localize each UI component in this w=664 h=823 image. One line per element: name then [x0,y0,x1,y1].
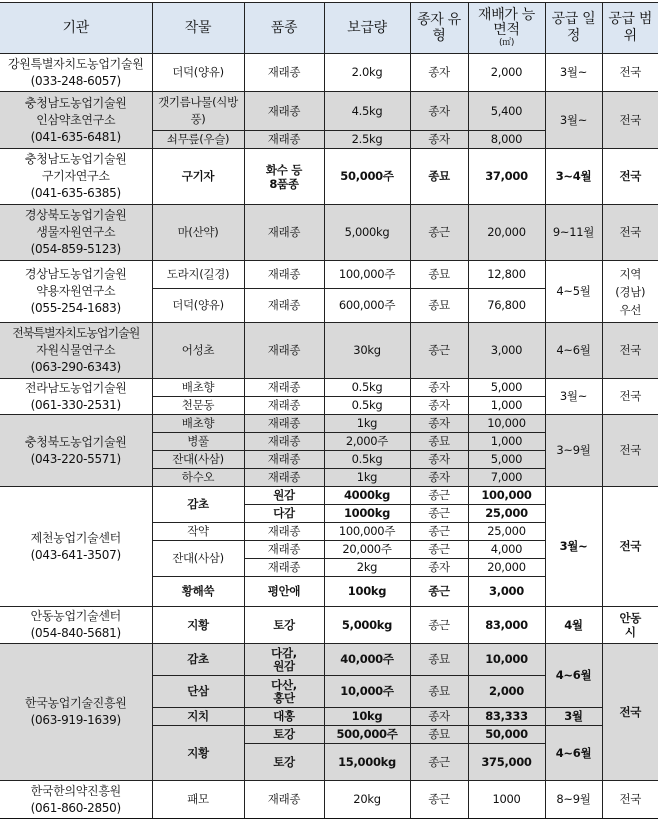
variety-cell: 다감, 원감 [244,644,324,676]
schedule-cell: 4월 [545,607,602,644]
table-row [0,261,658,289]
table-row [0,379,658,397]
area-cell: 5,000 [468,451,545,469]
area-cell: 10,000 [468,415,545,433]
schedule-cell: 9~11월 [545,205,602,261]
org-name: 경상남도농업기술원 [24,267,127,281]
scope-cell: 전국 [602,415,658,487]
amount-cell: 0.5kg [324,451,410,469]
amount-cell: 5,000kg [324,205,410,261]
org-cell [0,323,152,379]
crop-cell: 도라지(길경) [152,261,244,289]
type-cell: 종자 [410,559,468,577]
org-name: 충청남도농업기술원 [24,152,127,166]
amount-cell: 0.5kg [324,379,410,397]
table-row [0,487,658,505]
header-seed-type [410,3,468,54]
scope-cell: 전국 [602,781,658,819]
header-variety: 품종 [244,3,324,54]
org-cell [0,379,152,415]
org-name: 충청북도농업기술원 [24,434,127,449]
crop-cell: 지황 [152,726,244,781]
crop-cell: 지치 [152,708,244,726]
amount-cell: 1000kg [324,505,410,523]
area-cell: 375,000 [468,744,545,781]
type-cell: 종묘 [410,289,468,323]
type-cell: 종자 [410,379,468,397]
variety-cell: 재래종 [244,559,324,577]
variety-cell: 재래종 [244,379,324,397]
header-area-unit: (㎡) [498,37,515,48]
variety-cell: 토강 [244,607,324,644]
variety-cell: 재래종 [244,131,324,149]
header-scope-label: 공급 범위 [608,11,653,44]
scope-cell: 전국 [602,323,658,379]
area-cell: 2,000 [468,676,545,708]
type-cell: 종근 [410,523,468,541]
variety-cell: 재래종 [244,323,324,379]
schedule-cell: 3월 [545,708,602,726]
org-name: 안동농업기술센터 [30,609,121,623]
amount-cell: 2,000주 [324,433,410,451]
amount-cell: 20,000주 [324,541,410,559]
area-cell: 1,000 [468,397,545,415]
org-subunit: 생물자원연구소 [36,225,116,239]
area-cell: 3,000 [468,577,545,607]
type-cell: 종근 [410,323,468,379]
type-cell: 종자 [410,415,468,433]
area-cell: 20,000 [468,205,545,261]
amount-cell: 500,000주 [324,726,410,744]
type-cell: 종묘 [410,261,468,289]
amount-cell: 0.5kg [324,397,410,415]
type-cell: 종자 [410,469,468,487]
type-cell: 종자 [410,397,468,415]
crop-cell: 병풀 [152,433,244,451]
org-cell [0,781,152,819]
crop-cell: 배초향 [152,379,244,397]
schedule-cell: 3~4월 [545,149,602,205]
type-cell: 종자 [410,54,468,92]
area-cell: 4,000 [468,541,545,559]
amount-cell: 20kg [324,781,410,819]
area-cell: 37,000 [468,149,545,205]
org-phone: (033-248-6057) [30,73,121,88]
amount-cell: 1kg [324,469,410,487]
schedule-cell: 8~9월 [545,781,602,819]
scope-cell: 안동시 [602,607,658,644]
crop-cell: 천문동 [152,397,244,415]
crop-cell: 더덕(양유) [152,289,244,323]
amount-cell: 1kg [324,415,410,433]
header-amount: 보급량 [324,3,410,54]
org-name: 경상북도농업기술원 [24,208,127,222]
org-phone: (043-220-5571) [30,451,121,466]
area-cell: 10,000 [468,644,545,676]
variety-cell: 재래종 [244,781,324,819]
crop-cell: 감초 [152,487,244,523]
table-row [0,323,658,379]
area-cell: 3,000 [468,323,545,379]
type-cell: 종근 [410,487,468,505]
variety-cell: 토강 [244,726,324,744]
amount-cell: 4.5kg [324,92,410,131]
amount-cell: 50,000주 [324,149,410,205]
amount-cell: 2.0kg [324,54,410,92]
org-cell [0,644,152,781]
crop-cell: 어성초 [152,323,244,379]
type-cell: 종묘 [410,676,468,708]
crop-cell: 하수오 [152,469,244,487]
area-cell: 100,000 [468,487,545,505]
crop-cell: 쇠무릎(우슬) [152,131,244,149]
header-area-label: 재배가 능 면적 [477,6,536,38]
schedule-cell: 3월~ [545,92,602,149]
org-name: 한국농업기술진흥원 [24,696,127,710]
variety-cell: 토강 [244,744,324,781]
amount-cell: 40,000주 [324,644,410,676]
variety-cell: 재래종 [244,541,324,559]
seed-supply-table [0,2,658,819]
org-name: 전북특별자치도농업기술원 [12,326,140,340]
variety-cell: 대홍 [244,708,324,726]
area-cell: 8,000 [468,131,545,149]
area-cell: 5,400 [468,92,545,131]
org-cell [0,487,152,607]
variety-cell: 원감 [244,487,324,505]
type-cell: 종자 [410,451,468,469]
table-row [0,149,658,205]
amount-cell: 100,000주 [324,523,410,541]
scope-cell: 전국 [602,149,658,205]
amount-cell: 600,000주 [324,289,410,323]
schedule-cell: 4~6월 [545,644,602,708]
header-crop: 작물 [152,3,244,54]
area-cell: 5,000 [468,379,545,397]
crop-cell: 구기자 [152,149,244,205]
crop-cell: 잔대(사삼) [152,541,244,577]
org-cell [0,261,152,323]
variety-cell: 재래종 [244,433,324,451]
area-cell: 83,000 [468,607,545,644]
crop-cell: 감초 [152,644,244,676]
area-cell: 7,000 [468,469,545,487]
org-subunit: 약용자원연구소 [36,284,116,298]
area-cell: 83,333 [468,708,545,726]
variety-cell: 재래종 [244,205,324,261]
org-phone: (041-635-6385) [30,186,121,200]
area-cell: 1,000 [468,433,545,451]
org-phone: (043-641-3507) [30,547,121,562]
type-cell: 종근 [410,505,468,523]
org-phone: (041-635-6481) [30,129,121,144]
type-cell: 종묘 [410,644,468,676]
org-subunit: 인삼약초연구소 [36,112,116,127]
header-seed-type-label: 종자 유형 [417,12,461,44]
org-name: 제천농업기술센터 [30,530,121,545]
variety-cell: 재래종 [244,261,324,289]
crop-cell: 배초향 [152,415,244,433]
type-cell: 종자 [410,92,468,131]
area-cell: 25,000 [468,523,545,541]
type-cell: 종근 [410,781,468,819]
variety-cell: 다산, 홍단 [244,676,324,708]
type-cell: 종근 [410,205,468,261]
org-subunit: 자원식물연구소 [36,343,116,357]
variety-cell: 재래종 [244,289,324,323]
area-cell: 12,800 [468,261,545,289]
scope-cell: 전국 [602,54,658,92]
table-row [0,415,658,433]
variety-cell: 재래종 [244,92,324,131]
org-phone: (055-254-1683) [30,301,121,315]
scope-cell: 전국 [602,644,658,781]
type-cell: 종근 [410,744,468,781]
area-cell: 1000 [468,781,545,819]
variety-cell: 재래종 [244,523,324,541]
table-header-row [0,3,658,54]
type-cell: 종묘 [410,433,468,451]
table-row [0,54,658,92]
type-cell: 종근 [410,541,468,559]
org-cell [0,205,152,261]
header-schedule-label: 공급 일정 [551,11,596,44]
org-phone: (054-840-5681) [30,626,121,640]
crop-cell: 패모 [152,781,244,819]
scope-cell: 전국 [602,92,658,149]
variety-cell: 재래종 [244,397,324,415]
table-row [0,644,658,676]
schedule-cell: 3월~ [545,54,602,92]
org-name: 충청남도농업기술원 [24,95,127,110]
crop-cell: 황해쑥 [152,577,244,607]
org-cell [0,415,152,487]
org-name: 전라남도농업기술원 [24,380,127,395]
org-phone: (061-860-2850) [30,800,121,815]
crop-cell: 잔대(사삼) [152,451,244,469]
type-cell: 종근 [410,607,468,644]
type-cell: 종자 [410,708,468,726]
org-phone: (063-290-6343) [30,360,121,374]
org-name: 한국한의약진흥원 [30,783,121,798]
type-cell: 종근 [410,577,468,607]
variety-cell: 화수 등 8품종 [244,149,324,205]
type-cell: 종묘 [410,149,468,205]
variety-cell: 재래종 [244,415,324,433]
area-cell: 50,000 [468,726,545,744]
crop-cell: 마(산약) [152,205,244,261]
amount-cell: 30kg [324,323,410,379]
org-phone: (063-919-1639) [30,713,121,727]
scope-cell: 지역 (경남) 우선 [602,261,658,323]
amount-cell: 4000kg [324,487,410,505]
org-phone: (054-859-5123) [30,242,121,256]
amount-cell: 100,000주 [324,261,410,289]
amount-cell: 2.5kg [324,131,410,149]
org-cell [0,92,152,149]
schedule-cell: 3월~ [545,487,602,607]
amount-cell: 100kg [324,577,410,607]
amount-cell: 5,000kg [324,607,410,644]
schedule-cell: 4~6월 [545,726,602,781]
variety-cell: 다감 [244,505,324,523]
type-cell: 종자 [410,131,468,149]
scope-cell: 전국 [602,205,658,261]
amount-cell: 10kg [324,708,410,726]
amount-cell: 15,000kg [324,744,410,781]
header-org: 기관 [0,3,152,54]
table-row [0,607,658,644]
org-cell [0,607,152,644]
amount-cell: 10,000주 [324,676,410,708]
crop-cell: 지황 [152,607,244,644]
type-cell: 종묘 [410,726,468,744]
crop-cell: 단삼 [152,676,244,708]
variety-cell: 재래종 [244,54,324,92]
header-schedule [545,3,602,54]
area-cell: 20,000 [468,559,545,577]
crop-cell: 작약 [152,523,244,541]
schedule-cell: 4~5월 [545,261,602,323]
org-cell [0,149,152,205]
area-cell: 76,800 [468,289,545,323]
amount-cell: 2kg [324,559,410,577]
schedule-cell: 4~6월 [545,323,602,379]
schedule-cell: 3~9월 [545,415,602,487]
table-row [0,205,658,261]
header-scope [602,3,658,54]
table-row [0,781,658,819]
org-name: 강원특별자치도농업기술원 [7,56,144,71]
area-cell: 2,000 [468,54,545,92]
scope-cell: 전국 [602,487,658,607]
area-cell: 25,000 [468,505,545,523]
crop-cell: 갯기름나물(식방풍) [152,92,244,131]
variety-cell: 평안애 [244,577,324,607]
schedule-cell: 3월~ [545,379,602,415]
scope-cell: 전국 [602,379,658,415]
org-phone: (061-330-2531) [30,397,121,412]
table-row [0,92,658,131]
variety-cell: 재래종 [244,451,324,469]
org-subunit: 구기자연구소 [41,169,110,183]
crop-cell: 더덕(양유) [152,54,244,92]
variety-cell: 재래종 [244,469,324,487]
header-area [468,3,545,54]
org-cell [0,54,152,92]
